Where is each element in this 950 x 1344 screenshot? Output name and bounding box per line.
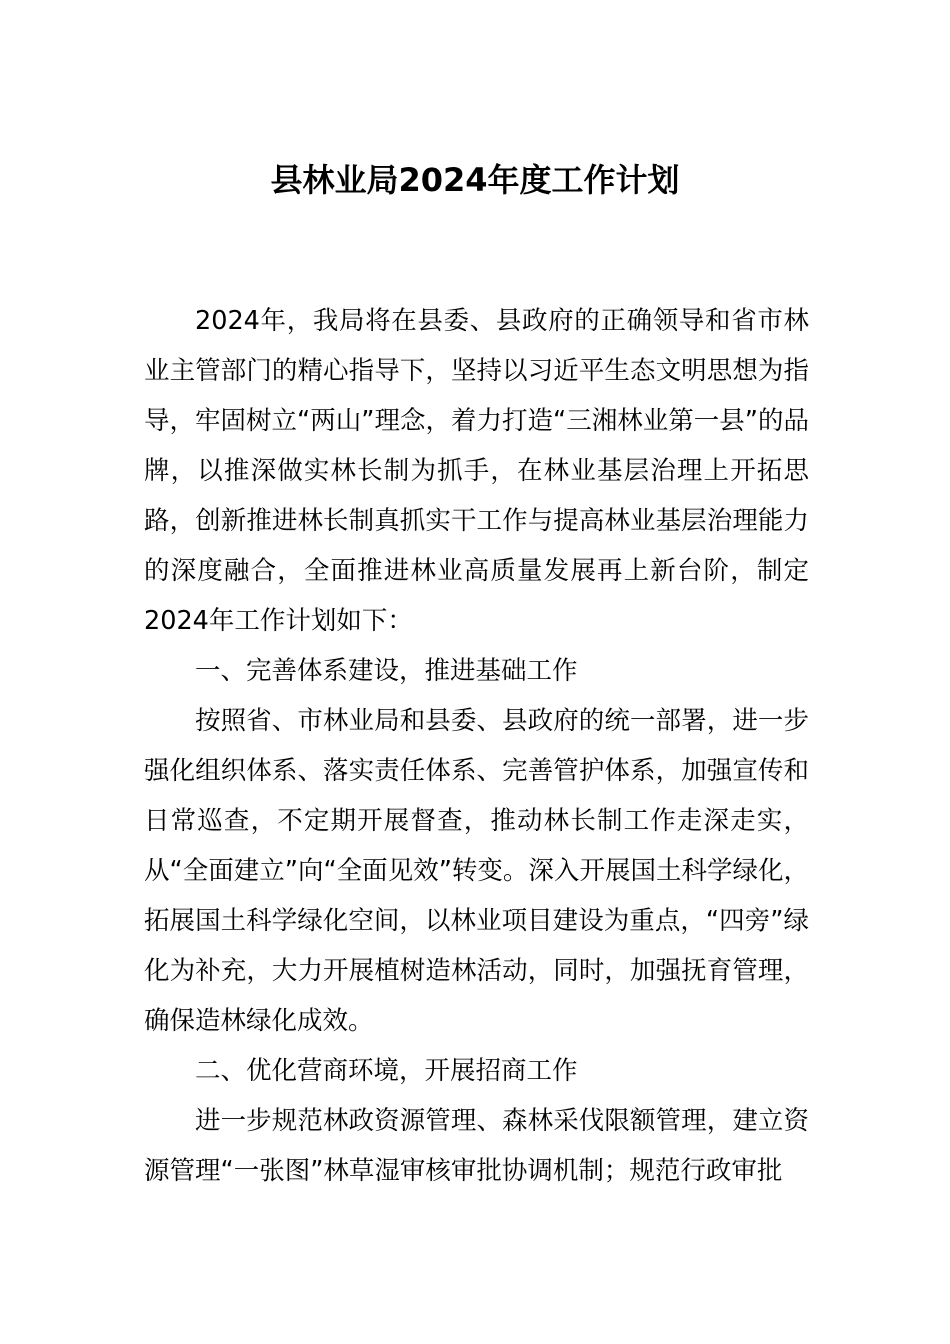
paragraph-intro: 2024年，我局将在县委、县政府的正确领导和省市林业主管部门的精心指导下，坚持以习近平生态文明思想为指导，牢固树立“两山”理念，着力打造“三湘林业第一县”的品牌，以推深做实林长制为抓手，在林业基层治理上开拓思路，创新推进林长制真抓实干工作与提高林业基层治理能力的深度融合，全面推进林业高质量发展再上新台阶，制定2024年工作计划如下： [144, 306, 809, 636]
paragraph-section-2: 进一步规范林政资源管理、森林采伐限额管理，建立资源管理“一张图”林草湿审核审批协调机制；规范行政审批 [144, 1106, 809, 1186]
document-title: 县林业局2024年度工作计划 [270, 161, 680, 199]
paragraph-section-1: 按照省、市林业局和县委、县政府的统一部署，进一步强化组织体系、落实责任体系、完善管护体系，加强宣传和日常巡查，不定期开展督查，推动林长制工作走深走实，从“全面建立”向“全面见效”转变。深入开展国土科学绿化，拓展国土科学绿化空间，以林业项目建设为重点，“四旁”绿化为补充，大力开展植树造林活动，同时，加强抚育管理，确保造林绿化成效。 [144, 706, 809, 1036]
section-heading-1: 一、完善体系建设，推进基础工作 [195, 656, 578, 686]
section-heading-2: 二、优化营商环境，开展招商工作 [195, 1056, 578, 1086]
document-body [144, 296, 809, 1196]
